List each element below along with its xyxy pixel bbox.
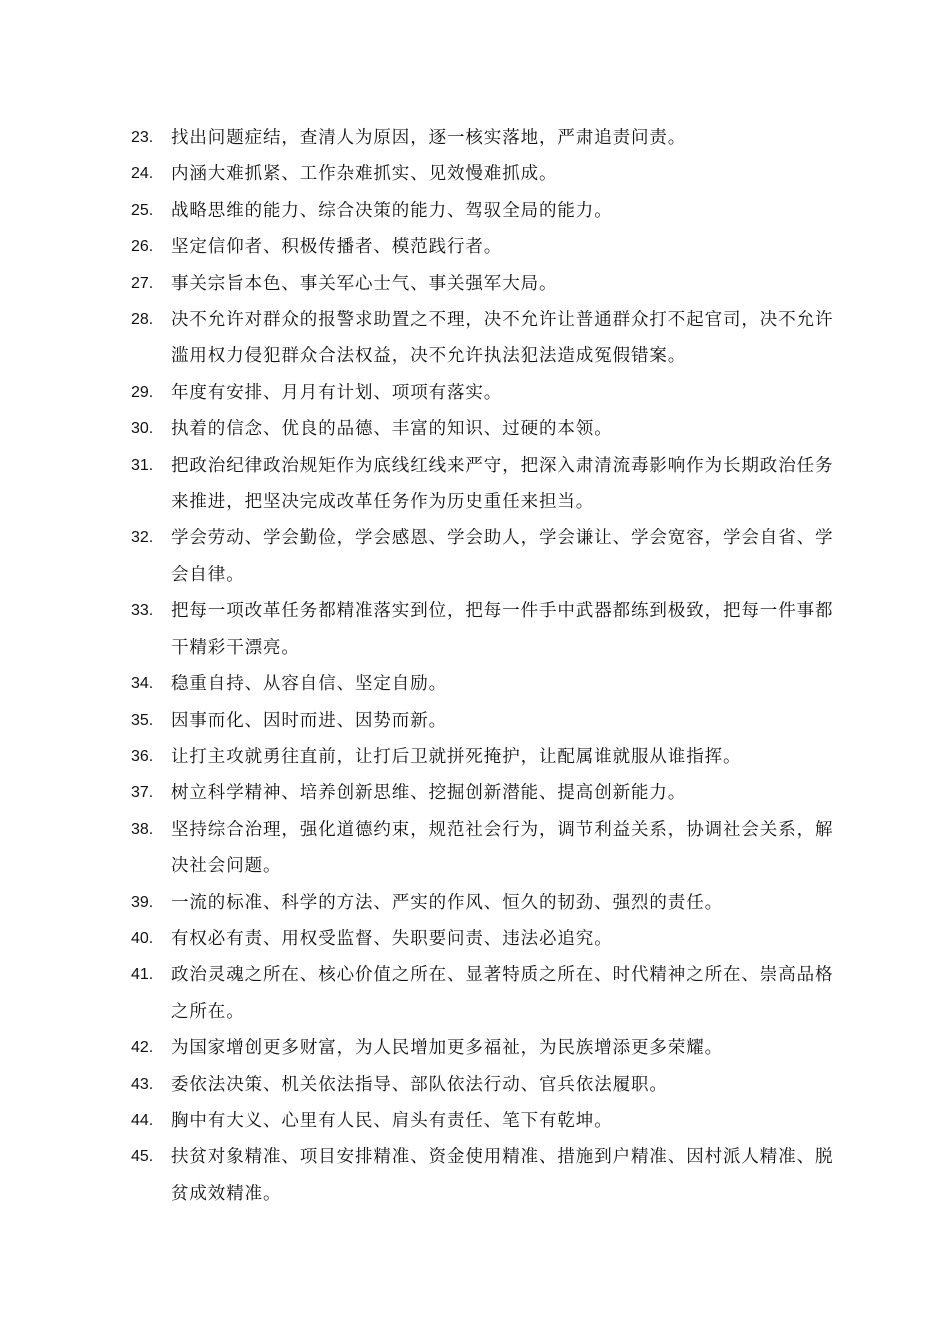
list-item bbox=[131, 1103, 851, 1139]
item-number: 35. bbox=[131, 711, 154, 729]
item-text: 委依法决策、机关依法指导、部队依法行动、官兵依法履职。 bbox=[171, 1074, 668, 1095]
item-text: 年度有安排、月月有计划、项项有落实。 bbox=[171, 382, 503, 403]
item-text: 稳重自持、从容自信、坚定自励。 bbox=[171, 674, 447, 695]
item-text: 战略思维的能力、综合决策的能力、驾驭全局的能力。 bbox=[171, 200, 613, 221]
item-text: 学会劳动、学会勤俭，学会感恩、学会助人，学会谦让、学会宽容，学会自省、学会自律。 bbox=[171, 528, 834, 585]
list-item bbox=[131, 812, 851, 885]
item-number: 30. bbox=[131, 420, 154, 438]
item-text: 把每一项改革任务都精准落实到位，把每一件手中武器都练到极致，把每一件事都干精彩干漂亮。 bbox=[171, 601, 834, 658]
list-item bbox=[131, 520, 851, 593]
item-number: 36. bbox=[131, 747, 154, 765]
list-item bbox=[131, 1139, 851, 1212]
list-item bbox=[131, 921, 851, 957]
item-number: 29. bbox=[131, 383, 154, 401]
item-number: 33. bbox=[131, 602, 154, 620]
item-number: 44. bbox=[131, 1111, 154, 1129]
list-item bbox=[131, 1067, 851, 1103]
item-text: 扶贫对象精准、项目安排精准、资金使用精准、措施到户精准、因村派人精准、脱贫成效精准。 bbox=[171, 1147, 834, 1204]
list-item bbox=[131, 1030, 851, 1066]
list-item bbox=[131, 229, 851, 265]
item-number: 32. bbox=[131, 529, 154, 547]
item-number: 41. bbox=[131, 966, 154, 984]
item-text: 把政治纪律政治规矩作为底线红线来严守，把深入肃清流毒影响作为长期政治任务来推进，把坚决完成改革任务作为历史重任来担当。 bbox=[171, 455, 834, 513]
list-item bbox=[131, 593, 851, 666]
item-number: 45. bbox=[131, 1148, 154, 1166]
item-text: 有权必有责、用权受监督、失职要问责、违法必追究。 bbox=[171, 928, 613, 949]
item-text: 因事而化、因时而进、因势而新。 bbox=[171, 710, 447, 731]
item-number: 24. bbox=[131, 165, 154, 183]
list-item bbox=[131, 775, 851, 811]
item-number: 23. bbox=[131, 129, 154, 146]
item-text: 内涵大难抓紧、工作杂难抓实、见效慢难抓成。 bbox=[171, 164, 558, 185]
item-text: 让打主攻就勇往直前，让打后卫就拼死掩护，让配属谁就服从谁指挥。 bbox=[171, 746, 742, 767]
item-number: 28. bbox=[131, 311, 154, 329]
list-item bbox=[131, 302, 851, 375]
item-number: 26. bbox=[131, 238, 154, 256]
list-item bbox=[131, 156, 851, 192]
list-item bbox=[131, 375, 851, 411]
list-item bbox=[131, 739, 851, 775]
item-text: 一流的标准、科学的方法、严实的作风、恒久的韧劲、强烈的责任。 bbox=[171, 892, 723, 913]
item-text: 胸中有大义、心里有人民、肩头有责任、笔下有乾坤。 bbox=[171, 1110, 613, 1131]
numbered-list bbox=[131, 120, 851, 1212]
item-text: 决不允许对群众的报警求助置之不理，决不允许让普通群众打不起官司，决不允许滥用权力侵犯群众合法权益，决不允许执法犯法造成冤假错案。 bbox=[171, 310, 834, 367]
list-item bbox=[131, 120, 851, 156]
item-number: 37. bbox=[131, 784, 154, 802]
list-item bbox=[131, 703, 851, 739]
item-text: 事关宗旨本色、事关军心士气、事关强军大局。 bbox=[171, 273, 558, 294]
item-text: 找出问题症结，查清人为原因，逐一核实落地，严肃追责问责。 bbox=[171, 128, 687, 148]
item-number: 38. bbox=[131, 820, 154, 838]
list-item bbox=[131, 411, 851, 447]
item-number: 39. bbox=[131, 893, 154, 911]
item-number: 40. bbox=[131, 929, 154, 947]
list-item bbox=[131, 957, 851, 1030]
item-number: 34. bbox=[131, 675, 154, 693]
item-number: 43. bbox=[131, 1075, 154, 1093]
item-text: 执着的信念、优良的品德、丰富的知识、过硬的本领。 bbox=[171, 419, 613, 440]
list-item bbox=[131, 193, 851, 229]
item-text: 坚定信仰者、积极传播者、模范践行者。 bbox=[171, 237, 503, 258]
item-number: 25. bbox=[131, 201, 154, 219]
item-text: 政治灵魂之所在、核心价值之所在、显著特质之所在、时代精神之所在、崇高品格之所在。 bbox=[171, 965, 834, 1022]
item-text: 坚持综合治理，强化道德约束，规范社会行为，调节利益关系，协调社会关系，解决社会问题。 bbox=[171, 819, 834, 877]
list-item bbox=[131, 666, 851, 702]
item-number: 42. bbox=[131, 1039, 154, 1057]
item-number: 31. bbox=[131, 456, 154, 474]
item-text: 为国家增创更多财富，为人民增加更多福祉，为民族增添更多荣耀。 bbox=[171, 1038, 723, 1059]
list-item bbox=[131, 448, 851, 521]
item-number: 27. bbox=[131, 274, 154, 292]
list-item bbox=[131, 266, 851, 302]
item-text: 树立科学精神、培养创新思维、挖掘创新潜能、提高创新能力。 bbox=[171, 783, 687, 804]
list-item bbox=[131, 885, 851, 921]
